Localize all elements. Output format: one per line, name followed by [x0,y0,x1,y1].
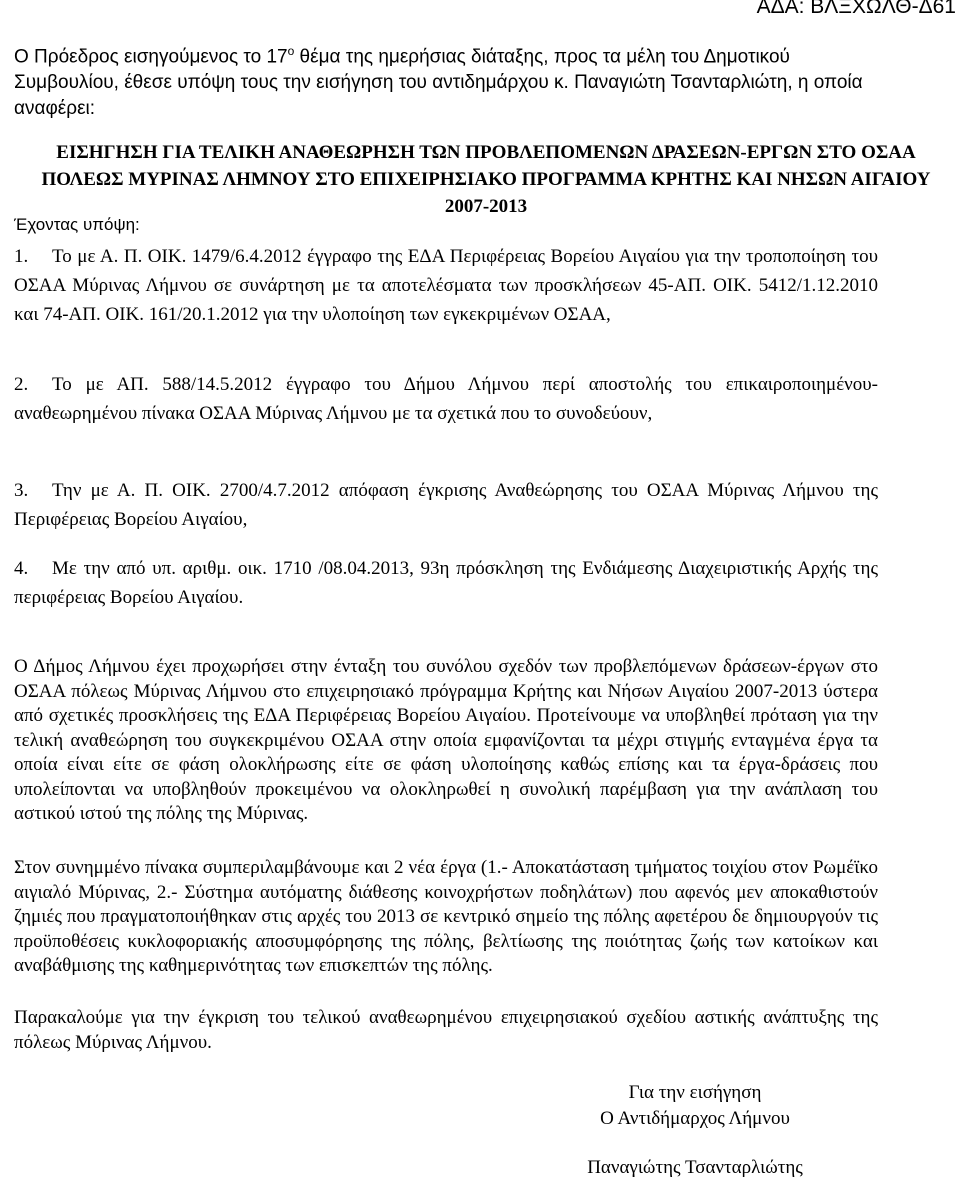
ada-code: ΑΔΑ: ΒΛΞΧΩΛΘ-Δ61 [756,0,956,18]
having-in-view-label: Έχοντας υπόψη: [14,215,140,234]
body-paragraph-2: Στον συνημμένο πίνακα συμπεριλαμβάνουμε και 2 νέα έργα (1.- Αποκατάσταση τμήματος τοιχίου στον Ρωμέϊκο αιγιαλό Μύρινας, 2.- Σύστημα αυτόματης διάθεσης κοινοχρήστων ποδηλάτων) που αφενός μεν αποκαθιστούν ζημιές που πραγματοποιήθηκαν στις αρχές του 2013 σε κεντρικό σημείο της πόλης αφετέρου δε δημιουργούν τις προϋποθέσεις κυκλοφοριακής αποσυμφόρησης της πόλης, βελτίωσης της ποιότητας ζωής των κατοίκων και αναβάθμισης της καθημερινότητας των επισκεπτών της πόλης. [14,857,878,976]
signature-role: Ο Αντιδήμαρχος Λήμνου [600,1108,790,1129]
body-paragraph-1: Ο Δήμος Λήμνου έχει προχωρήσει στην ένταξη του συνόλου σχεδόν των προβλεπόμενων δράσεων-έργων στο ΟΣΑΑ πόλεως Μύρινας Λήμνου στο επιχειρησιακό πρόγραμμα Κρήτης και Νήσων Αιγαίου 2007-2013 ύστερα από σχετικές προσκλήσεις της ΕΔΑ Περιφέρειας Βορείου Αιγαίου. Προτείνουμε να υποβληθεί πρόταση για την τελική αναθεώρηση του συγκεκριμένου ΟΣΑΑ στην οποία εμφανίζονται τα μέχρι στιγμής ενταγμένα έργα τα οποία είναι είτε σε φάση ολοκλήρωσης είτε σε φάση υλοποίησης καθώς επίσης και τα έργα-δράσεις που υπολείπονται να υποβληθούν προκειμένου να ολοκληρωθεί η συνολική παρέμβαση για την ανάπλαση του αστικού ιστού της πόλης της Μύρινας. [14,656,878,824]
reference-item-3: 3. Την με Α. Π. ΟΙΚ. 2700/4.7.2012 απόφαση έγκρισης Αναθεώρησης του ΟΣΑΑ Μύρινας Λήμνου της Περιφέρειας Βορείου Αιγαίου, [14,480,878,530]
reference-item-1: 1. Το με Α. Π. ΟΙΚ. 1479/6.4.2012 έγγραφο της ΕΔΑ Περιφέρειας Βορείου Αιγαίου για την τροποποίηση του ΟΣΑΑ Μύρινας Λήμνου σε συνάρτηση με τα αποτελέσματα των προσκλήσεων 45-ΑΠ. ΟΙΚ. 5412/1.12.2010 και 74-ΑΠ. ΟΙΚ. 161/20.1.2012 για την υλοποίηση των εγκεκριμένων ΟΣΑΑ, [14,246,878,325]
reference-item-4: 4. Με την από υπ. αριθμ. οικ. 1710 /08.04.2013, 93η πρόσκληση της Ενδιάμεσης Διαχειριστικής Αρχής της περιφέρειας Βορείου Αιγαίου. [14,558,878,608]
reference-item-2: 2. Το με ΑΠ. 588/14.5.2012 έγγραφο του Δήμου Λήμνου περί αποστολής του επικαιροποιημένου-αναθεωρημένου πίνακα ΟΣΑΑ Μύρινας Λήμνου με τα σχετικά που το συνοδεύουν, [14,374,878,424]
intro-paragraph: Ο Πρόεδρος εισηγούμενος το $17^o$ θέμα της ημερήσιας διάταξης, προς τα μέλη του Δημοτικού Συμβουλίου, έθεσε υπόψη τους την εισήγηση του αντιδημάρχου κ. Παναγιώτη Τσανταρλιώτη, η οποία αναφέρει: [14,44,863,120]
proposal-heading: ΕΙΣΗΓΗΣΗ ΓΙΑ ΤΕΛΙΚΗ ΑΝΑΘΕΩΡΗΣΗ ΤΩΝ ΠΡΟΒΛΕΠΟΜΕΝΩΝ ΔΡΑΣΕΩΝ-ΕΡΓΩΝ ΣΤΟ ΟΣΑΑ ΠΟΛΕΩΣ ΜΥΡΙΝΑΣ ΛΗΜΝΟΥ ΣΤΟ ΕΠΙΧΕΙΡΗΣΙΑΚΟ ΠΡΟΓΡΑΜΜΑ ΚΡΗΤΗΣ ΚΑΙ ΝΗΣΩΝ ΑΙΓΑΙΟΥ 2007-2013 [41,142,931,217]
signature-for-proposal: Για την εισήγηση [628,1082,762,1103]
body-paragraph-3: Παρακαλούμε για την έγκριση του τελικού αναθεωρημένου επιχειρησιακού σχεδίου αστικής ανάπτυξης της πόλεως Μύρινας Λήμνου. [14,1007,878,1053]
signature-name: Παναγιώτης Τσανταρλιώτης [587,1157,803,1178]
